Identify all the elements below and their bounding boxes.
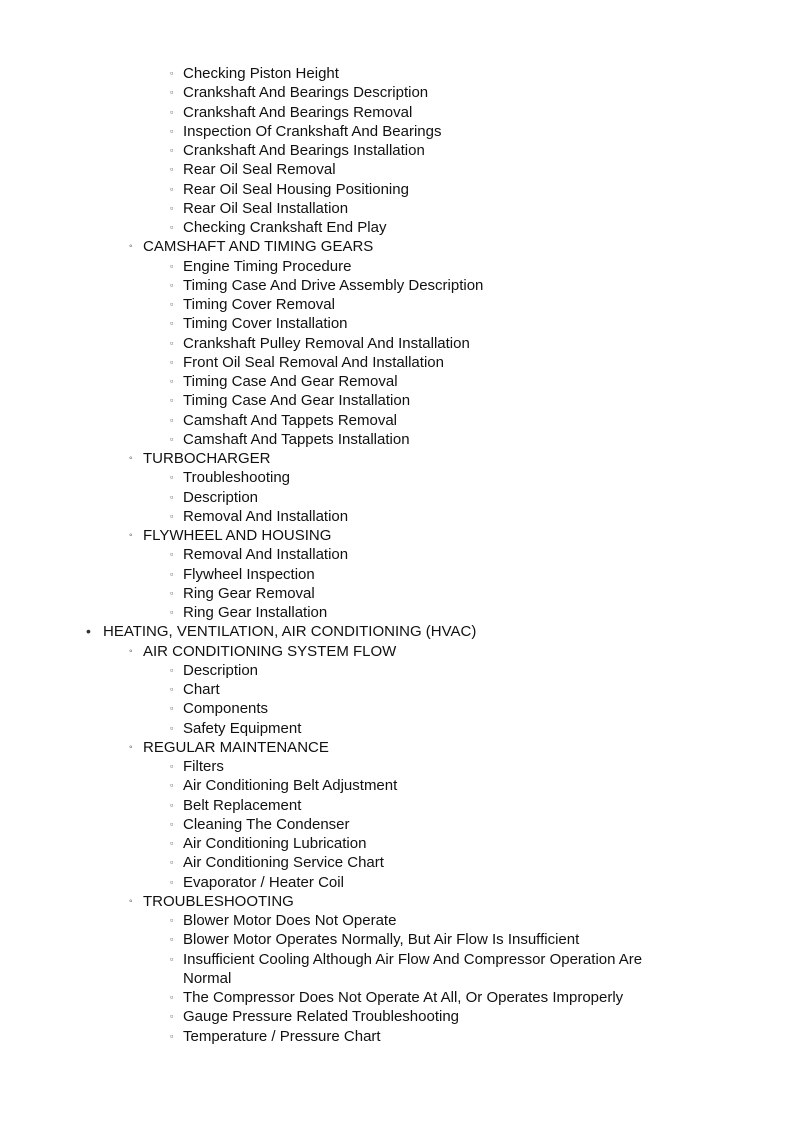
toc-item-label: The Compressor Does Not Operate At All, Or Operates Improperly	[183, 989, 624, 1006]
toc-item	[0, 699, 794, 718]
toc-section	[0, 622, 794, 641]
bullet-marker: ▫	[170, 299, 174, 309]
bullet-marker: ▫	[170, 68, 174, 78]
toc-item-label: Crankshaft And Bearings Removal	[183, 103, 413, 121]
toc-item-label: Evaporator / Heater Coil	[183, 873, 344, 891]
bullet-marker: ▫	[170, 106, 174, 117]
toc-item-label: Crankshaft And Bearings Description	[183, 84, 429, 102]
toc-subsection	[0, 449, 794, 468]
toc-subsection	[0, 237, 794, 256]
toc-item	[0, 719, 794, 738]
toc-item	[0, 257, 794, 276]
toc-item-label: Checking Piston Height	[183, 65, 339, 82]
toc-item-label: REGULAR MAINTENANCE	[143, 738, 329, 756]
toc-item	[0, 776, 794, 795]
toc-item	[0, 141, 794, 160]
toc-item	[0, 545, 794, 564]
bullet-marker: ▫	[170, 414, 174, 425]
toc-item	[0, 584, 794, 603]
table-of-contents	[0, 64, 794, 1046]
toc-item-label: HEATING, VENTILATION, AIR CONDITIONING (HVAC)	[103, 623, 477, 641]
bullet-marker: ◦	[129, 741, 133, 753]
toc-item-label: Removal And Installation	[183, 507, 349, 525]
toc-item-label: Blower Motor Operates Normally, But Air Flow Is Insufficient	[183, 931, 580, 949]
bullet-marker: ▫	[170, 318, 174, 329]
toc-item-label: Removal And Installation	[183, 546, 349, 564]
toc-item	[0, 853, 794, 872]
toc-item-label: Air Conditioning Belt Adjustment	[183, 777, 398, 795]
toc-item-label: Components	[183, 700, 269, 718]
bullet-marker: ▫	[170, 356, 174, 367]
toc-item	[0, 488, 794, 507]
toc-item	[0, 103, 794, 122]
toc-item-label: Blower Motor Does Not Operate	[183, 912, 397, 929]
bullet-marker: ▫	[170, 183, 174, 194]
toc-item	[0, 314, 794, 333]
bullet-marker: ▫	[170, 992, 174, 1002]
toc-item	[0, 796, 794, 815]
toc-item	[0, 295, 794, 314]
toc-item-label: Checking Crankshaft End Play	[183, 219, 387, 236]
toc-item	[0, 391, 794, 410]
bullet-marker: ▫	[170, 279, 174, 290]
toc-item-label: Air Conditioning Service Chart	[183, 854, 384, 872]
toc-item-label: Filters	[183, 758, 224, 775]
toc-item	[0, 199, 794, 218]
toc-item-label: Engine Timing Procedure	[183, 257, 352, 275]
toc-item	[0, 160, 794, 179]
toc-subsection	[0, 526, 794, 545]
toc-item	[0, 661, 794, 680]
bullet-marker: ▫	[170, 934, 174, 945]
bullet-marker: ◦	[129, 530, 133, 541]
bullet-marker: ▫	[170, 145, 174, 155]
toc-item-label: Rear Oil Seal Installation	[183, 199, 349, 217]
toc-item-label: Front Oil Seal Removal And Installation	[183, 353, 444, 371]
bullet-marker: ▫	[170, 838, 174, 848]
bullet-marker: ▫	[170, 549, 174, 560]
toc-item-label: Camshaft And Tappets Installation	[183, 430, 410, 448]
toc-item	[0, 180, 794, 199]
toc-item	[0, 334, 794, 353]
toc-item	[0, 757, 794, 776]
toc-item	[0, 1007, 794, 1026]
bullet-marker: ▫	[170, 202, 174, 213]
bullet-marker: •	[86, 623, 91, 640]
bullet-marker: ▫	[170, 664, 174, 675]
toc-item	[0, 565, 794, 584]
bullet-marker: ▫	[170, 376, 174, 386]
bullet-marker: ◦	[129, 645, 133, 657]
toc-item-label: Safety Equipment	[183, 719, 302, 737]
toc-item-label: Description	[183, 488, 259, 506]
toc-item-label: Timing Case And Drive Assembly Description	[183, 276, 484, 294]
toc-item-label: Cleaning The Condenser	[183, 815, 350, 833]
bullet-marker: ▫	[170, 125, 174, 136]
bullet-marker: ▫	[170, 1030, 174, 1041]
bullet-marker: ▫	[170, 818, 174, 829]
toc-item	[0, 911, 794, 930]
toc-item	[0, 372, 794, 391]
toc-item	[0, 122, 794, 141]
toc-item-label: Troubleshooting	[183, 469, 291, 487]
toc-item-label: Crankshaft Pulley Removal And Installation	[183, 334, 470, 352]
bullet-marker: ▫	[170, 780, 174, 791]
toc-item-label: Rear Oil Seal Housing Positioning	[183, 180, 409, 198]
toc-item-label: CAMSHAFT AND TIMING GEARS	[143, 238, 374, 256]
toc-item-label: Rear Oil Seal Removal	[183, 161, 336, 179]
toc-item-label: Description	[183, 661, 259, 679]
toc-item	[0, 873, 794, 892]
toc-item-label: TURBOCHARGER	[143, 450, 271, 467]
toc-item-label: Temperature / Pressure Chart	[183, 1027, 381, 1045]
toc-item	[0, 430, 794, 449]
toc-item-label: Gauge Pressure Related Troubleshooting	[183, 1008, 460, 1026]
toc-item	[0, 507, 794, 526]
toc-item	[0, 603, 794, 622]
toc-item-label: Insufficient Cooling Although Air Flow And Compressor Operation Are Normal	[183, 950, 643, 987]
bullet-marker: ▫	[170, 684, 174, 694]
toc-item-label: Belt Replacement	[183, 796, 302, 814]
toc-item	[0, 353, 794, 372]
toc-item	[0, 64, 794, 83]
toc-item-label: Ring Gear Removal	[183, 584, 315, 602]
bullet-marker: ▫	[170, 1011, 174, 1022]
toc-item-label: Chart	[183, 681, 220, 698]
toc-item-label: Timing Cover Installation	[183, 315, 348, 333]
bullet-marker: ▫	[170, 87, 174, 98]
bullet-marker: ▫	[170, 395, 174, 406]
toc-item-label: Timing Case And Gear Removal	[183, 373, 398, 390]
toc-item-label: Flywheel Inspection	[183, 565, 315, 583]
toc-item	[0, 468, 794, 487]
toc-item	[0, 218, 794, 237]
bullet-marker: ◦	[129, 241, 133, 253]
toc-subsection	[0, 738, 794, 757]
bullet-marker: ▫	[170, 607, 174, 617]
toc-item	[0, 680, 794, 699]
toc-item-label: TROUBLESHOOTING	[143, 892, 294, 910]
bullet-marker: ▫	[170, 337, 174, 348]
bullet-marker: ▫	[170, 433, 174, 444]
toc-item	[0, 834, 794, 853]
toc-item-label: FLYWHEEL AND HOUSING	[143, 527, 332, 544]
bullet-marker: ▫	[170, 491, 174, 502]
toc-item-label: AIR CONDITIONING SYSTEM FLOW	[143, 642, 397, 660]
bullet-marker: ◦	[129, 895, 133, 907]
toc-item	[0, 815, 794, 834]
bullet-marker: ▫	[170, 799, 174, 810]
bullet-marker: ▫	[170, 857, 174, 868]
toc-subsection	[0, 892, 794, 911]
bullet-marker: ▫	[170, 761, 174, 771]
bullet-marker: ▫	[170, 953, 174, 964]
toc-item	[0, 988, 794, 1007]
toc-item	[0, 83, 794, 102]
toc-item-label: Crankshaft And Bearings Installation	[183, 142, 425, 159]
bullet-marker: ▫	[170, 260, 174, 271]
bullet-marker: ▫	[170, 568, 174, 579]
toc-item-label: Timing Cover Removal	[183, 296, 335, 313]
bullet-marker: ▫	[170, 164, 174, 175]
bullet-marker: ▫	[170, 472, 174, 483]
toc-item	[0, 411, 794, 430]
toc-item	[0, 276, 794, 295]
bullet-marker: ▫	[170, 876, 174, 887]
bullet-marker: ▫	[170, 510, 174, 521]
toc-item	[0, 950, 693, 989]
bullet-marker: ▫	[170, 587, 174, 598]
toc-item-label: Timing Case And Gear Installation	[183, 392, 411, 410]
toc-item	[0, 930, 794, 949]
toc-item-label: Ring Gear Installation	[183, 604, 328, 621]
toc-subsection	[0, 642, 794, 661]
bullet-marker: ▫	[170, 915, 174, 925]
toc-item-label: Camshaft And Tappets Removal	[183, 411, 398, 429]
bullet-marker: ▫	[170, 722, 174, 733]
bullet-marker: ▫	[170, 703, 174, 714]
bullet-marker: ◦	[129, 453, 133, 464]
toc-item	[0, 1027, 794, 1046]
bullet-marker: ▫	[170, 222, 174, 232]
toc-item-label: Inspection Of Crankshaft And Bearings	[183, 122, 442, 140]
toc-item-label: Air Conditioning Lubrication	[183, 835, 367, 852]
